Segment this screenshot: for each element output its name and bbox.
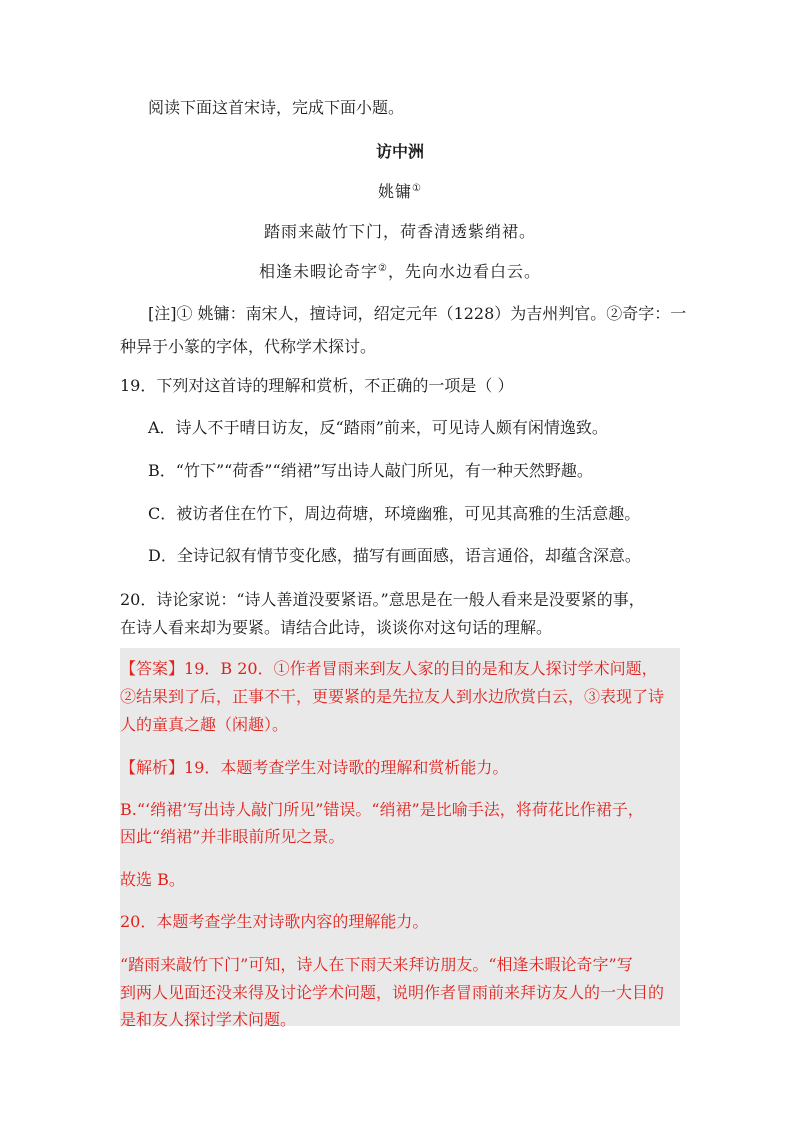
footnote-mark-2: ②: [378, 263, 388, 274]
poem-line-2-b: ，先向水边看白云。: [387, 262, 541, 281]
option-d: D．全诗记叙有情节变化感，描写有画面感，语言通俗，却蕴含深意。: [148, 546, 641, 565]
question-20-line-2: 在诗人看来却为要紧。请结合此诗，谈谈你对这句话的理解。: [120, 618, 553, 637]
author-name: 姚镛: [378, 182, 413, 201]
question-19-stem: 19．下列对这首诗的理解和赏析，不正确的一项是（ ）: [120, 376, 514, 395]
option-b: B．“竹下”“荷香”“绡裙”写出诗人敲门所见，有一种天然野趣。: [148, 461, 593, 480]
analysis-choose: 故选 B。: [120, 870, 185, 889]
analysis-tag: 【解析】: [120, 758, 185, 777]
note-line-2: 种异于小篆的字体，代称学术探讨。: [120, 337, 377, 356]
footnote-mark-1: ①: [412, 183, 422, 194]
answer-line-2: ②结果到了后，正事不干，更要紧的是先拉友人到水边欣赏白云，③表现了诗: [120, 687, 665, 706]
answer-line-1-text: 19．B 20．①作者冒雨来到友人家的目的是和友人探讨学术问题，: [184, 659, 658, 678]
option-c: C．被访者住在竹下，周边荷塘，环境幽雅，可见其高雅的生活意趣。: [148, 504, 641, 523]
instruction: 阅读下面这首宋诗，完成下面小题。: [148, 98, 405, 117]
option-a: A．诗人不于晴日访友，反“踏雨”前来，可见诗人颇有闲情逸致。: [148, 418, 608, 437]
note-line-1: [注]① 姚镛：南宋人，擅诗词，绍定元年（1228）为吉州判官。②奇字：一: [148, 304, 687, 323]
answer-tag: 【答案】: [120, 659, 185, 678]
analysis-q20-line-1: “踏雨来敲竹下门”可知，诗人在下雨天来拜访朋友。“相逢未暇论奇字”写: [120, 955, 633, 974]
answer-line-3: 人的童真之趣（闲趣）。: [120, 715, 289, 734]
poem-line-1: 踏雨来敲竹下门，荷香清透紫绡裙。: [263, 222, 536, 241]
analysis-line-1: [120, 757, 508, 779]
analysis-q20-line-3: 是和友人探讨学术问题。: [120, 1010, 297, 1029]
question-20-line-1: 20．诗论家说：“诗人善道没要紧语。”意思是在一般人看来是没要紧的事，: [120, 590, 645, 609]
analysis-line-1-text: 19．本题考查学生对诗歌的理解和赏析能力。: [184, 758, 509, 777]
answer-line-1: [120, 658, 658, 680]
analysis-b-line-1: B.“‘绡裙’写出诗人敲门所见”错误。“绡裙”是比喻手法，将荷花比作裙子，: [120, 800, 644, 819]
poem-line-2: [0, 261, 800, 283]
poem-line-2-a: 相逢未暇论奇字: [259, 262, 379, 281]
poem-author: [0, 181, 800, 203]
analysis-b-line-2: 因此“绡裙”并非眼前所见之景。: [120, 827, 345, 846]
analysis-q20-head: 20．本题考查学生对诗歌内容的理解能力。: [120, 912, 429, 931]
poem-title: 访中洲: [375, 142, 424, 161]
analysis-q20-line-2: 到两人见面还没来得及讨论学术问题，说明作者冒雨前来拜访友人的一大目的: [120, 983, 665, 1002]
